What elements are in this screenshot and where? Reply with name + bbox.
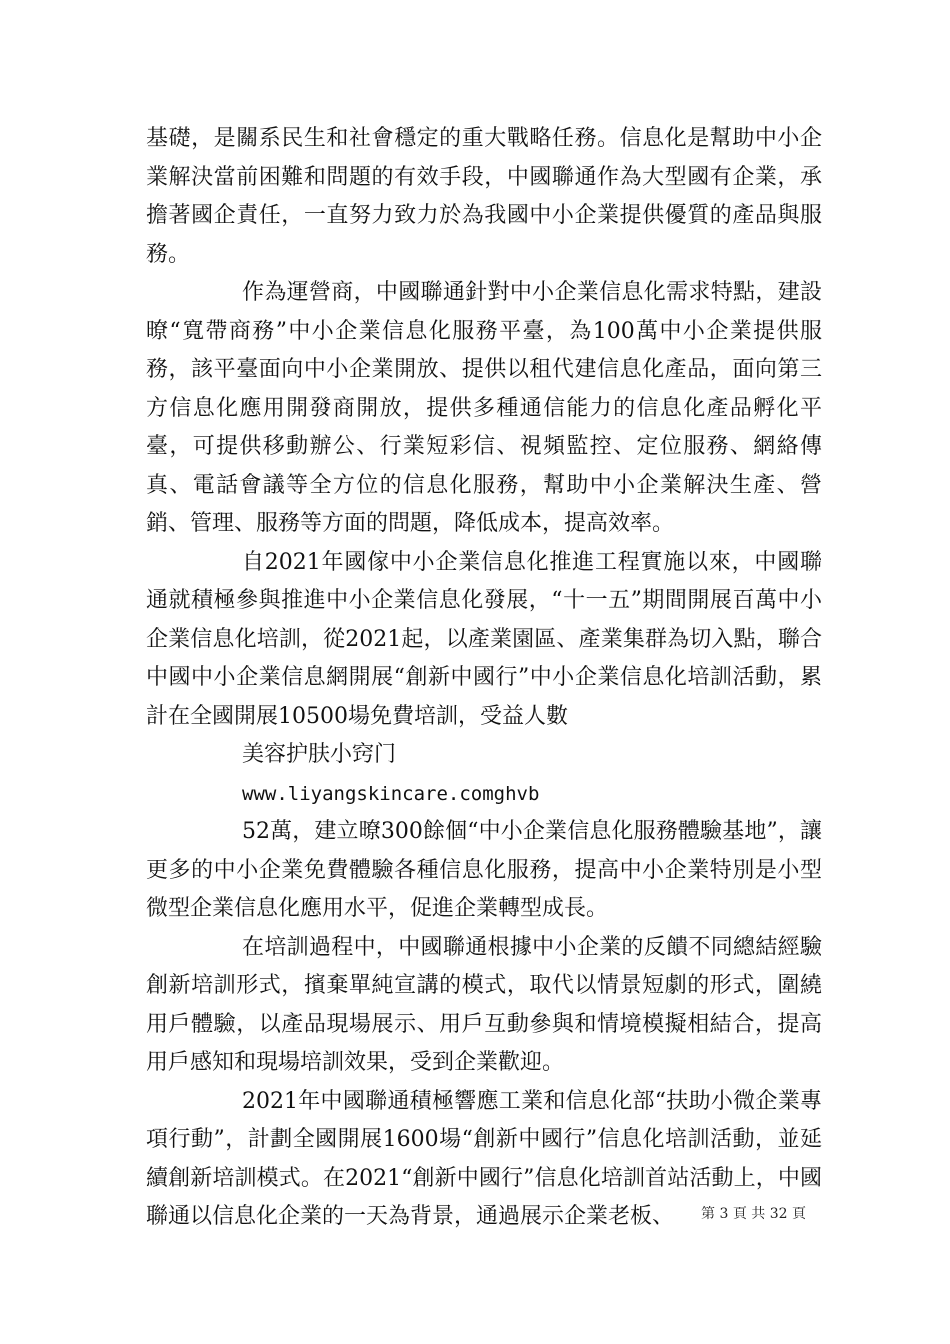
paragraph-4: 52萬，建立暸300餘個“中小企業信息化服務體驗基地”，讓更多的中小企業免費體驗各種信息化服務，提高中小企業特別是小型微型企業信息化應用水平，促進企業轉型成長。 [146, 819, 822, 921]
ad-line-title [146, 736, 822, 775]
paragraph-2: 作為運營商，中國聯通針對中小企業信息化需求特點，建設暸“寬帶商務”中小企業信息化服務平臺，為100萬中小企業提供服務，該平臺面向中小企業開放、提供以租代建信息化產品，面向第三方信息化應用開發商開放，提供多種通信能力的信息化產品孵化平臺，可提供移動辦公、行業短彩信、視頻監控、定位服務、網絡傳真、電話會議等全方位的信息化服務，幫助中小企業解決生產、營銷、管理、服務等方面的問題，降低成本，提高效率。 [146, 280, 822, 536]
paragraph-5: 在培訓過程中，中國聯通根據中小企業的反饋不同總結經驗創新培訓形式，擯棄單純宣講的模式，取代以情景短劇的形式，圍繞用戶體驗，以產品現場展示、用戶互動參與和情境模擬相結合，提高用戶感知和現場培訓效果，受到企業歡迎。 [146, 934, 822, 1075]
ad-title-text: 美容护肤小窍门 [242, 742, 397, 767]
document-body [146, 120, 822, 1237]
paragraph-3: 自2021年國傢中小企業信息化推進工程實施以來，中國聯通就積極參與推進中小企業信息化發展，“十一五”期間開展百萬中小企業信息化培訓，從2021起，以產業園區、產業集群為切入點，聯合中國中小企業信息網開展“創新中國行”中小企業信息化培訓活動，累計在全國開展10500場免費培訓，受益人數 [146, 549, 822, 729]
ad-url-text: www.liyangskincare.comghvb [242, 782, 540, 805]
paragraph-1: 基礎，是關系民生和社會穩定的重大戰略任務。信息化是幫助中小企業解決當前困難和問題的有效手段，中國聯通作為大型國有企業，承擔著國企責任，一直努力致力於為我國中小企業提供優質的產品與服務。 [146, 126, 822, 267]
ad-line-url [146, 775, 822, 814]
paragraph-6: 2021年中國聯通積極響應工業和信息化部“扶助小微企業專項行動”，計劃全國開展1600場“創新中國行”信息化培訓活動，並延續創新培訓模式。在2021“創新中國行”信息化培訓首站活動上，中國聯通以信息化企業的一天為背景，通過展示企業老板、 [146, 1088, 822, 1229]
page-number: 第 3 頁 共 32 頁 [701, 1206, 806, 1222]
